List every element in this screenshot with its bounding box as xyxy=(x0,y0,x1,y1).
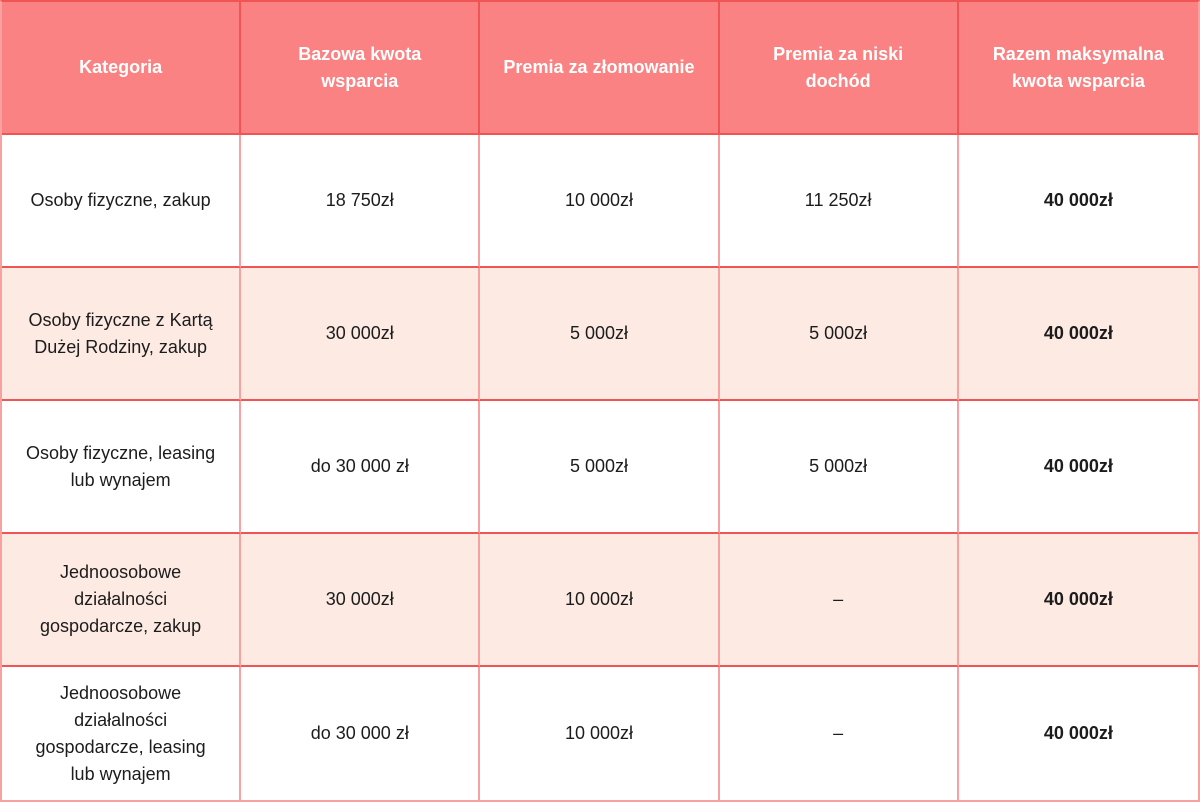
header-cell-premia-zlomowanie: Premia za złomowanie xyxy=(480,2,719,135)
category-cell: Jednoosobowe działalności gospodarcze, zakup xyxy=(2,534,241,667)
total-amount-cell: 40 000zł xyxy=(959,135,1198,268)
table-row-osoby-fizyczne-zakup xyxy=(2,135,1198,268)
table-row-karta-duzej-rodziny xyxy=(2,268,1198,401)
total-amount-cell: 40 000zł xyxy=(959,401,1198,534)
base-amount-cell: 18 750zł xyxy=(241,135,480,268)
header-cell-kategoria: Kategoria xyxy=(2,2,241,135)
scrappage-bonus-cell: 10 000zł xyxy=(480,534,719,667)
low-income-bonus-cell: – xyxy=(720,534,959,667)
scrappage-bonus-cell: 10 000zł xyxy=(480,667,719,800)
low-income-bonus-cell: 5 000zł xyxy=(720,401,959,534)
table-body xyxy=(2,135,1198,800)
low-income-bonus-cell: 11 250zł xyxy=(720,135,959,268)
table-row-osoby-fizyczne-leasing xyxy=(2,401,1198,534)
scrappage-bonus-cell: 5 000zł xyxy=(480,401,719,534)
table-row-jdg-zakup xyxy=(2,534,1198,667)
header-cell-premia-niski-dochod: Premia za niski dochód xyxy=(720,2,959,135)
table-header xyxy=(2,2,1198,135)
low-income-bonus-cell: – xyxy=(720,667,959,800)
total-amount-cell: 40 000zł xyxy=(959,534,1198,667)
total-amount-cell: 40 000zł xyxy=(959,268,1198,401)
total-amount-cell: 40 000zł xyxy=(959,667,1198,800)
table-row-jdg-leasing xyxy=(2,667,1198,800)
base-amount-cell: do 30 000 zł xyxy=(241,401,480,534)
category-cell: Jednoosobowe działalności gospodarcze, leasing lub wynajem xyxy=(2,667,241,800)
scrappage-bonus-cell: 5 000zł xyxy=(480,268,719,401)
category-cell: Osoby fizyczne z Kartą Dużej Rodziny, zakup xyxy=(2,268,241,401)
category-cell: Osoby fizyczne, leasing lub wynajem xyxy=(2,401,241,534)
base-amount-cell: 30 000zł xyxy=(241,268,480,401)
base-amount-cell: 30 000zł xyxy=(241,534,480,667)
header-cell-razem-maksymalna: Razem maksymalna kwota wsparcia xyxy=(959,2,1198,135)
base-amount-cell: do 30 000 zł xyxy=(241,667,480,800)
header-cell-bazowa-kwota: Bazowa kwota wsparcia xyxy=(241,2,480,135)
category-cell: Osoby fizyczne, zakup xyxy=(2,135,241,268)
scrappage-bonus-cell: 10 000zł xyxy=(480,135,719,268)
low-income-bonus-cell: 5 000zł xyxy=(720,268,959,401)
header-row xyxy=(2,2,1198,135)
